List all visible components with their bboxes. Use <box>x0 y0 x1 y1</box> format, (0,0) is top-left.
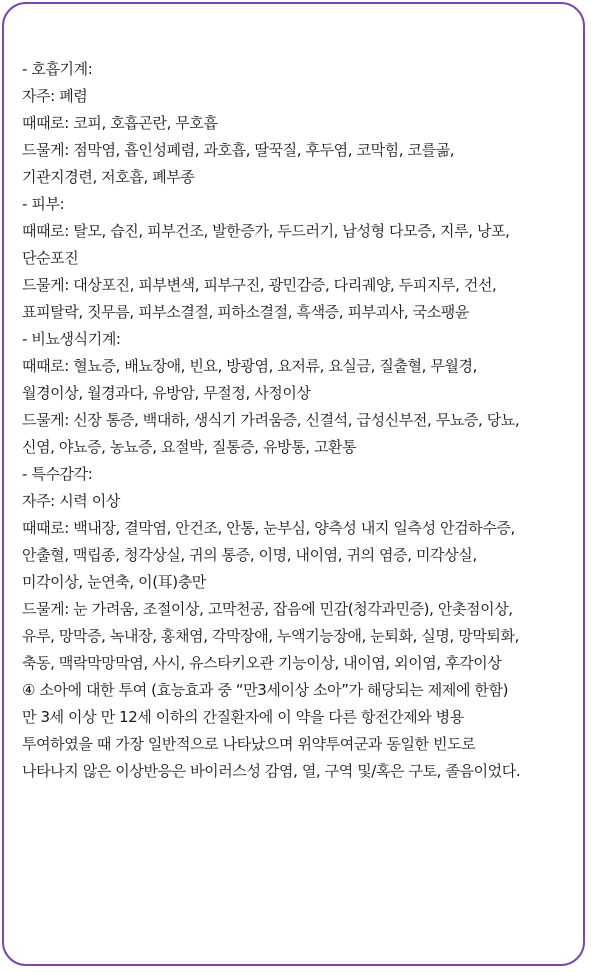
text-line: 월경이상, 월경과다, 유방암, 무절정, 사정이상 <box>22 384 311 402</box>
text-line: 축동, 맥락막망막염, 사시, 유스타키오관 기능이상, 내이염, 외이염, 후각이상 <box>22 654 502 672</box>
text-line: 안출혈, 맥립종, 청각상실, 귀의 통증, 이명, 내이염, 귀의 염증, 미각상실, <box>22 546 477 564</box>
text-line: 드물게: 대상포진, 피부변색, 피부구진, 광민감증, 다리궤양, 두피지루, 건선, <box>22 276 497 294</box>
text-line: 표피탈락, 짓무름, 피부소결절, 피하소결절, 흑색증, 피부괴사, 국소팽윤 <box>22 303 469 321</box>
text-line: 단순포진 <box>22 249 79 267</box>
section-heading-skin: - 피부: <box>22 195 65 213</box>
text-line: 때때로: 혈뇨증, 배뇨장애, 빈요, 방광염, 요저류, 요실금, 질출혈, 무월경, <box>22 357 477 375</box>
text-line: 투여하였을 때 가장 일반적으로 나타났으며 위약투여군과 동일한 빈도로 <box>22 735 476 753</box>
section-heading-respiratory: - 호흡기계: <box>22 60 93 78</box>
document-body <box>22 56 575 785</box>
section-heading-genitourinary: - 비뇨생식기계: <box>22 330 121 348</box>
document-card <box>2 2 585 966</box>
section-heading-special-senses: - 특수감각: <box>22 465 93 483</box>
text-line: 때때로: 탈모, 습진, 피부건조, 발한증가, 두드러기, 남성형 다모증, 지루, 낭포, <box>22 222 510 240</box>
text-line: 드물게: 점막염, 흡인성폐렴, 과호흡, 딸꾹질, 후두염, 코막힘, 코를곪, <box>22 141 455 159</box>
text-line: 드물게: 신장 통증, 백대하, 생식기 가려움증, 신결석, 급성신부전, 무뇨증, 당뇨, <box>22 411 520 429</box>
text-line: 나타나지 않은 이상반응은 바이러스성 감염, 열, 구역 및/혹은 구토, 졸음이었다. <box>22 762 521 780</box>
text-line: 미각이상, 눈연축, 이(耳)충만 <box>22 573 206 591</box>
text-line: 드물게: 눈 가려움, 조절이상, 고막천공, 잡음에 민감(청각과민증), 안촛점이상, <box>22 600 513 618</box>
text-line: 자주: 시력 이상 <box>22 492 120 510</box>
text-line: 신염, 야뇨증, 농뇨증, 요절박, 질통증, 유방통, 고환통 <box>22 438 357 456</box>
text-line: 때때로: 백내장, 결막염, 안건조, 안통, 눈부심, 양측성 내지 일측성 안검하수증, <box>22 519 515 537</box>
text-line: 기관지경련, 저호흡, 폐부종 <box>22 168 195 186</box>
text-line: 만 3세 이상 만 12세 이하의 간질환자에 이 약을 다른 항전간제와 병용 <box>22 708 464 726</box>
text-line: 유루, 망막증, 녹내장, 홍채염, 각막장애, 누액기능장애, 눈퇴화, 실명, 망막퇴화, <box>22 627 519 645</box>
text-line: 자주: 폐렴 <box>22 87 88 105</box>
text-line: 때때로: 코피, 호흡곤란, 무호흡 <box>22 114 218 132</box>
section-heading-pediatric: ④ 소아에 대한 투여 (효능효과 중 “만3세이상 소아”가 해당되는 제제에 한함) <box>22 681 509 699</box>
